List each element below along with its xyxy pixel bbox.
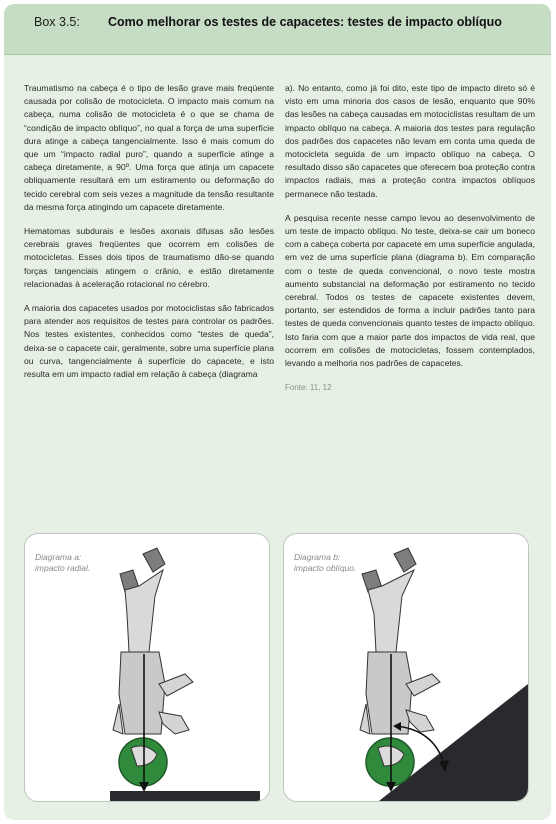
left-column (24, 82, 274, 392)
caption-line: Diagrama b: (294, 552, 341, 562)
diagram-a-illustration (25, 534, 269, 801)
paragraph: a). No entanto, como já foi dito, este tipo de impacto direto só é visto em uma minoria dos casos de lesão, enquanto que 90% das lesões na cabeça causadas em motociclistas resultam de um impacto oblíquo na cabeça. A maioria dos testes para regulação dos padrões dos capacetes não levam em conta uma queda de motocicleta seguida de um impacto oblíquo na cabeça. O resultado disso são capacetes que oferecem boa proteção contra impactos radiais, mas a proteção contra impactos oblíquos permanece não testada. (285, 83, 535, 199)
box-header (4, 4, 551, 55)
diagram-b-illustration (284, 534, 528, 801)
flat-surface (110, 791, 260, 801)
source-note: Fonte: 11, 12 (285, 383, 332, 393)
diagram-b-caption (294, 552, 356, 574)
torso-shape (366, 652, 412, 734)
paragraph: Traumatismo na cabeça é o tipo de lesão grave mais freqüente causada por colisão de motocicleta. O impacto mais comum na cabeça, numa colisão de motocicleta é o que se chama de “condição de impacto oblíquo”, no qual a força de uma superfície dura atinge a cabeça tangencialmente. Isso é mais comum do que um “impacto radial puro”, quando a superfície atinge a cabeça diretamente, a 90º. Uma força que atinja um capacete obliquamente resultará em um estiramento ou deformação do tecido cerebral com seis vezes a magnitude da tensão resultante da mesma força atingindo um capacete diretamente. (24, 83, 274, 212)
paragraph: A maioria dos capacetes usados por motociclistas são fabricados para atender aos requisitos de testes para controlar os padrões. Nos testes existentes, conhecidos como “testes de queda”, deixa-se o capacete cair, geralmente, sobre uma superfície plana ou curva, tangencialmente à superfície do capacete, e isto resulta em um impacto radial em relação à cabeça (diagrama (24, 303, 274, 380)
diagram-b-panel (283, 533, 529, 802)
paragraph: A pesquisa recente nesse campo levou ao desenvolvimento de um teste de impacto oblíquo. No teste, deixa-se cair um boneco com a cabeça coberta por capacete em uma superfície angulada, em vez de uma superfície plana (diagrama b). Em comparação com o teste de queda convencional, o novo teste mostra aumento substancial na deformação por estiramento no tecido cerebral. Todos os testes de capacete existentes devem, portanto, ser estendidos de forma a incluir padrões tanto para testes de queda convencionais quanto testes de impacto oblíquo. Isto faria com que a maior parte dos impactos de vida real, que ocorrem em colisões de motocicletas, fossem contemplados, levando a melhoria nos padrões de capacetes. (285, 212, 535, 369)
diagram-a-caption (35, 552, 90, 574)
box-title: Como melhorar os testes de capacetes: testes de impacto oblíquo (108, 15, 502, 29)
boot-icon (394, 548, 416, 572)
paragraph: Hematomas subdurais e lesões axonais difusas são lesões cerebrais graves freqüentes que ocorrem em colisões de motocicletas. Esses dois tipos de traumatismo dão-se quando forças tangenciais atingem o crânio, e estão diretamente relacionadas à aceleração rotacional no cérebro. (24, 226, 274, 289)
torso-shape (119, 652, 165, 734)
caption-line: impacto radial. (35, 563, 91, 573)
arrow-head-icon (139, 782, 149, 792)
arm-shape (159, 712, 189, 734)
boot-icon (143, 548, 165, 572)
box-label: Box 3.5: (34, 15, 80, 29)
diagram-a-panel (24, 533, 270, 802)
caption-line: impacto oblíquo. (294, 563, 357, 573)
right-column (285, 82, 535, 394)
caption-line: Diagrama a: (35, 552, 82, 562)
